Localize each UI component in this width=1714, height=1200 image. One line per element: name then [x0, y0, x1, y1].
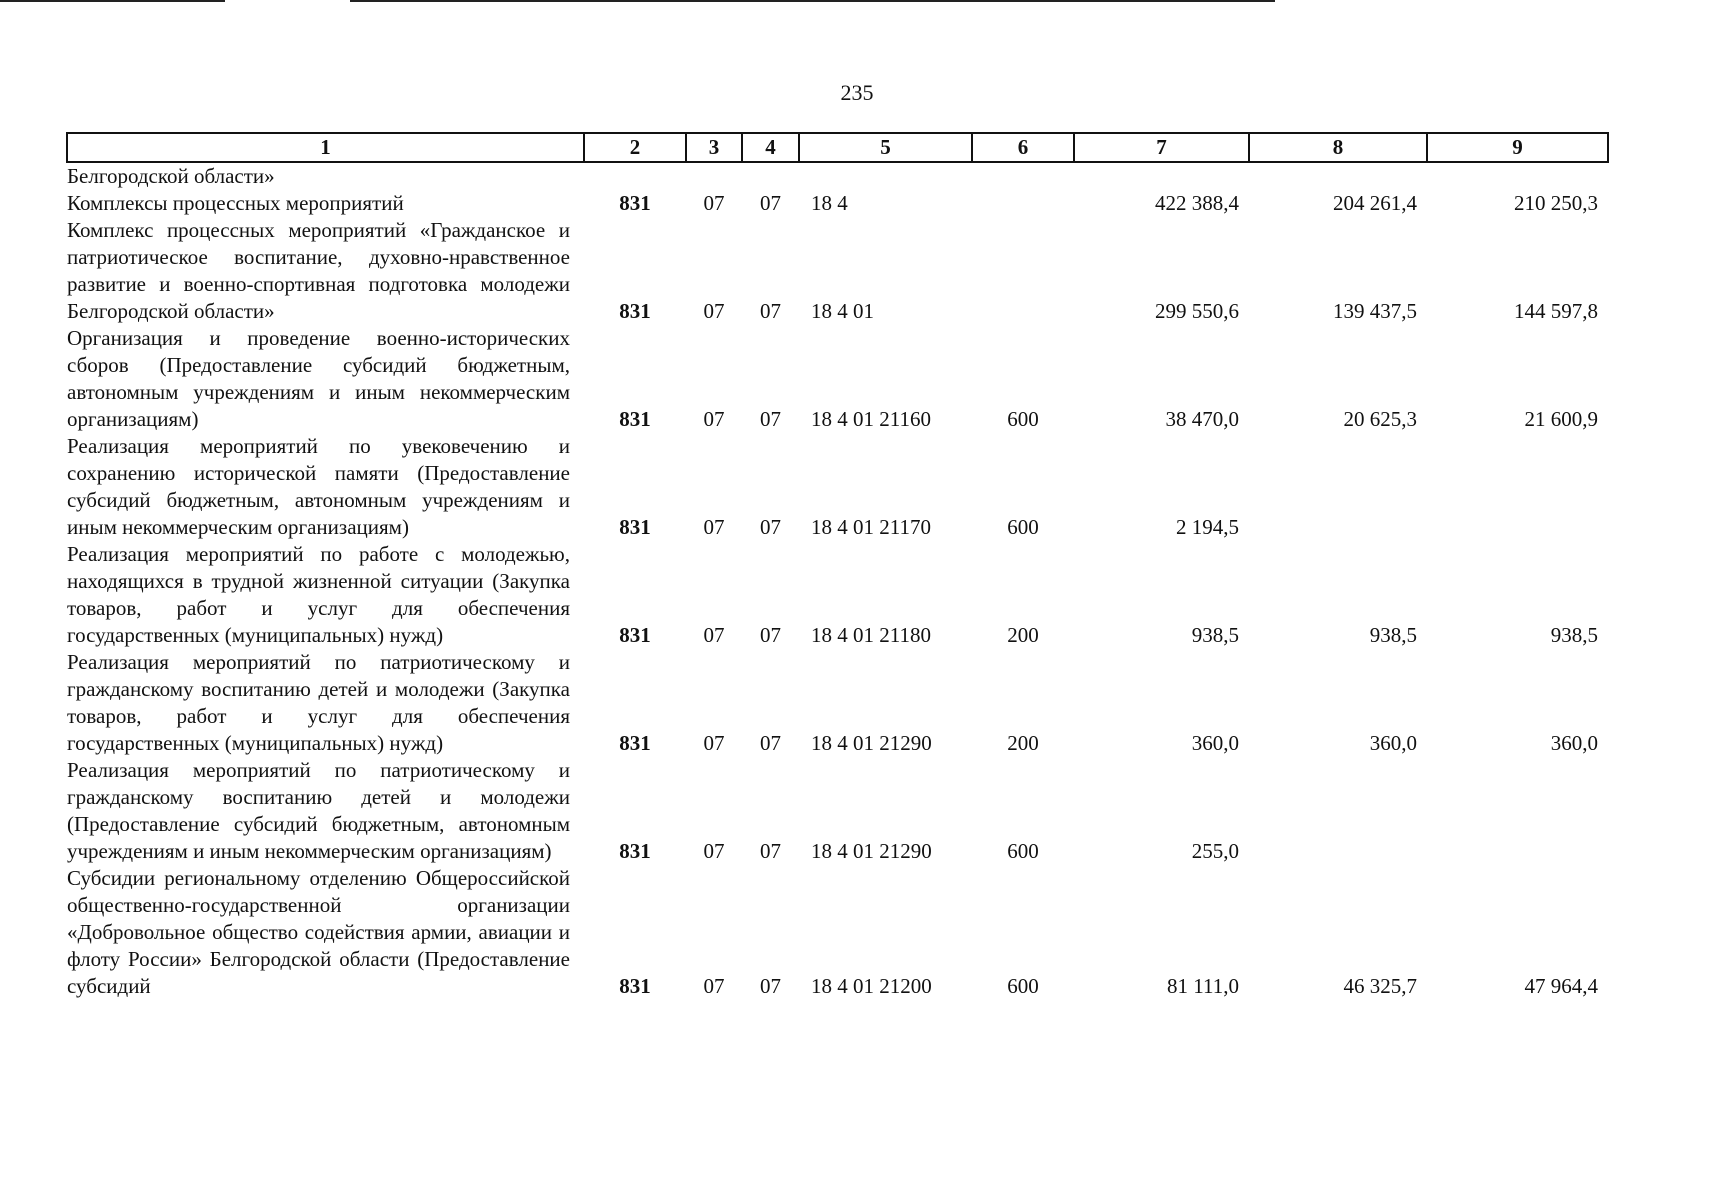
ministry-code — [584, 162, 686, 190]
amount-year-3 — [1427, 162, 1608, 190]
ministry-code: 831 — [619, 731, 651, 755]
scan-edge-line — [350, 0, 1275, 2]
subsection-code: 07 — [760, 515, 781, 539]
subsection-code: 07 — [760, 839, 781, 863]
amount-year-1: 422 388,4 — [1155, 191, 1239, 215]
amount-year-3: 21 600,9 — [1524, 407, 1598, 431]
section-code: 07 — [703, 731, 725, 755]
expense-type-code: 200 — [1007, 731, 1039, 755]
table-row — [67, 325, 1608, 433]
expense-type-code: 600 — [1007, 515, 1039, 539]
scan-edge-line — [0, 0, 225, 2]
section-code: 07 — [703, 623, 725, 647]
amount-year-3: 47 964,4 — [1524, 974, 1598, 998]
ministry-code: 831 — [619, 191, 651, 215]
amount-year-1: 299 550,6 — [1155, 299, 1239, 323]
row-description: Белгородской области» — [67, 164, 275, 188]
column-header: 3 — [686, 133, 742, 162]
amount-year-2: 204 261,4 — [1333, 191, 1417, 215]
section-code: 07 — [703, 191, 725, 215]
table-row — [67, 757, 1608, 865]
column-header: 7 — [1074, 133, 1249, 162]
subsection-code — [742, 162, 799, 190]
ministry-code: 831 — [619, 839, 651, 863]
amount-year-2: 360,0 — [1369, 731, 1417, 755]
section-code: 07 — [703, 839, 725, 863]
column-header: 8 — [1249, 133, 1427, 162]
expense-type-code — [972, 190, 1074, 217]
row-description: Комплексы процессных мероприятий — [67, 191, 404, 215]
target-article-code: 18 4 01 21200 — [811, 974, 932, 998]
column-header: 4 — [742, 133, 799, 162]
amount-year-2: 938,5 — [1369, 623, 1417, 647]
column-header: 2 — [584, 133, 686, 162]
amount-year-2 — [1249, 162, 1427, 190]
amount-year-3: 144 597,8 — [1514, 299, 1598, 323]
target-article-code: 18 4 01 — [811, 299, 874, 323]
section-code: 07 — [703, 515, 725, 539]
amount-year-2 — [1249, 757, 1427, 865]
amount-year-3: 210 250,3 — [1514, 191, 1598, 215]
row-description: Организация и проведение военно-исторических сборов (Предоставление субсидий бюджетным, автономным учреждениям и иным некоммерческим организациям) — [67, 326, 570, 431]
amount-year-2 — [1249, 433, 1427, 541]
expense-type-code — [972, 217, 1074, 325]
table-row — [67, 190, 1608, 217]
page-number: 235 — [840, 80, 874, 105]
table-row — [67, 162, 1608, 190]
target-article-code: 18 4 01 21160 — [811, 407, 931, 431]
expense-type-code: 600 — [1007, 407, 1039, 431]
amount-year-3 — [1427, 433, 1608, 541]
row-description: Субсидии региональному отделению Общероссийской общественно-государственной организации «Добровольное общество содействия армии, авиации и флоту России» Белгородской области (Предоставление субсидий — [67, 866, 570, 998]
target-article-code: 18 4 01 21170 — [811, 515, 931, 539]
section-code: 07 — [703, 299, 725, 323]
row-description: Комплекс процессных мероприятий «Гражданское и патриотическое воспитание, духовно-нравственное развитие и военно-спортивная подготовка молодежи Белгородской области» — [67, 218, 570, 323]
subsection-code: 07 — [760, 407, 781, 431]
row-description: Реализация мероприятий по патриотическому и гражданскому воспитанию детей и молодежи (Предоставление субсидий бюджетным, автономным учреждениям и иным некоммерческим организациям) — [67, 758, 570, 863]
amount-year-1: 938,5 — [1191, 623, 1239, 647]
amount-year-2: 20 625,3 — [1343, 407, 1417, 431]
row-description: Реализация мероприятий по патриотическому и гражданскому воспитанию детей и молодежи (Закупка товаров, работ и услуг для обеспечения государственных (муниципальных) нужд) — [67, 650, 570, 755]
amount-year-1: 2 194,5 — [1176, 515, 1239, 539]
expense-type-code: 600 — [1007, 839, 1039, 863]
table-row — [67, 217, 1608, 325]
ministry-code: 831 — [619, 407, 651, 431]
target-article-code — [799, 162, 972, 190]
budget-table — [66, 132, 1609, 1000]
amount-year-3 — [1427, 757, 1608, 865]
amount-year-3: 360,0 — [1550, 731, 1598, 755]
subsection-code: 07 — [760, 299, 781, 323]
ministry-code: 831 — [619, 299, 651, 323]
amount-year-1 — [1074, 162, 1249, 190]
amount-year-2: 46 325,7 — [1343, 974, 1417, 998]
amount-year-3: 938,5 — [1550, 623, 1598, 647]
subsection-code: 07 — [760, 974, 781, 998]
expense-type-code — [972, 162, 1074, 190]
table-row — [67, 541, 1608, 649]
subsection-code: 07 — [760, 731, 781, 755]
row-description: Реализация мероприятий по работе с молодежью, находящихся в трудной жизненной ситуации (Закупка товаров, работ и услуг для обеспечения государственных (муниципальных) нужд) — [67, 542, 570, 647]
target-article-code: 18 4 01 21180 — [811, 623, 931, 647]
target-article-code: 18 4 01 21290 — [811, 839, 932, 863]
table-row — [67, 649, 1608, 757]
amount-year-1: 360,0 — [1191, 731, 1239, 755]
section-code — [686, 162, 742, 190]
amount-year-2: 139 437,5 — [1333, 299, 1417, 323]
target-article-code: 18 4 — [811, 191, 848, 215]
expense-type-code: 600 — [1007, 974, 1039, 998]
ministry-code: 831 — [619, 623, 651, 647]
row-description: Реализация мероприятий по увековечению и сохранению исторической памяти (Предоставление субсидий бюджетным, автономным учреждениям и иным некоммерческим организациям) — [67, 434, 570, 539]
table-row — [67, 865, 1608, 1000]
amount-year-1: 38 470,0 — [1165, 407, 1239, 431]
table-row — [67, 433, 1608, 541]
column-header: 1 — [67, 133, 584, 162]
ministry-code: 831 — [619, 974, 651, 998]
ministry-code: 831 — [619, 515, 651, 539]
amount-year-1: 81 111,0 — [1167, 974, 1239, 998]
section-code: 07 — [703, 974, 725, 998]
subsection-code: 07 — [760, 623, 781, 647]
column-header: 5 — [799, 133, 972, 162]
target-article-code: 18 4 01 21290 — [811, 731, 932, 755]
section-code: 07 — [703, 407, 725, 431]
expense-type-code: 200 — [1007, 623, 1039, 647]
amount-year-1: 255,0 — [1191, 839, 1239, 863]
column-number-header-row — [67, 133, 1608, 162]
column-header: 9 — [1427, 133, 1608, 162]
column-header: 6 — [972, 133, 1074, 162]
subsection-code: 07 — [760, 191, 781, 215]
